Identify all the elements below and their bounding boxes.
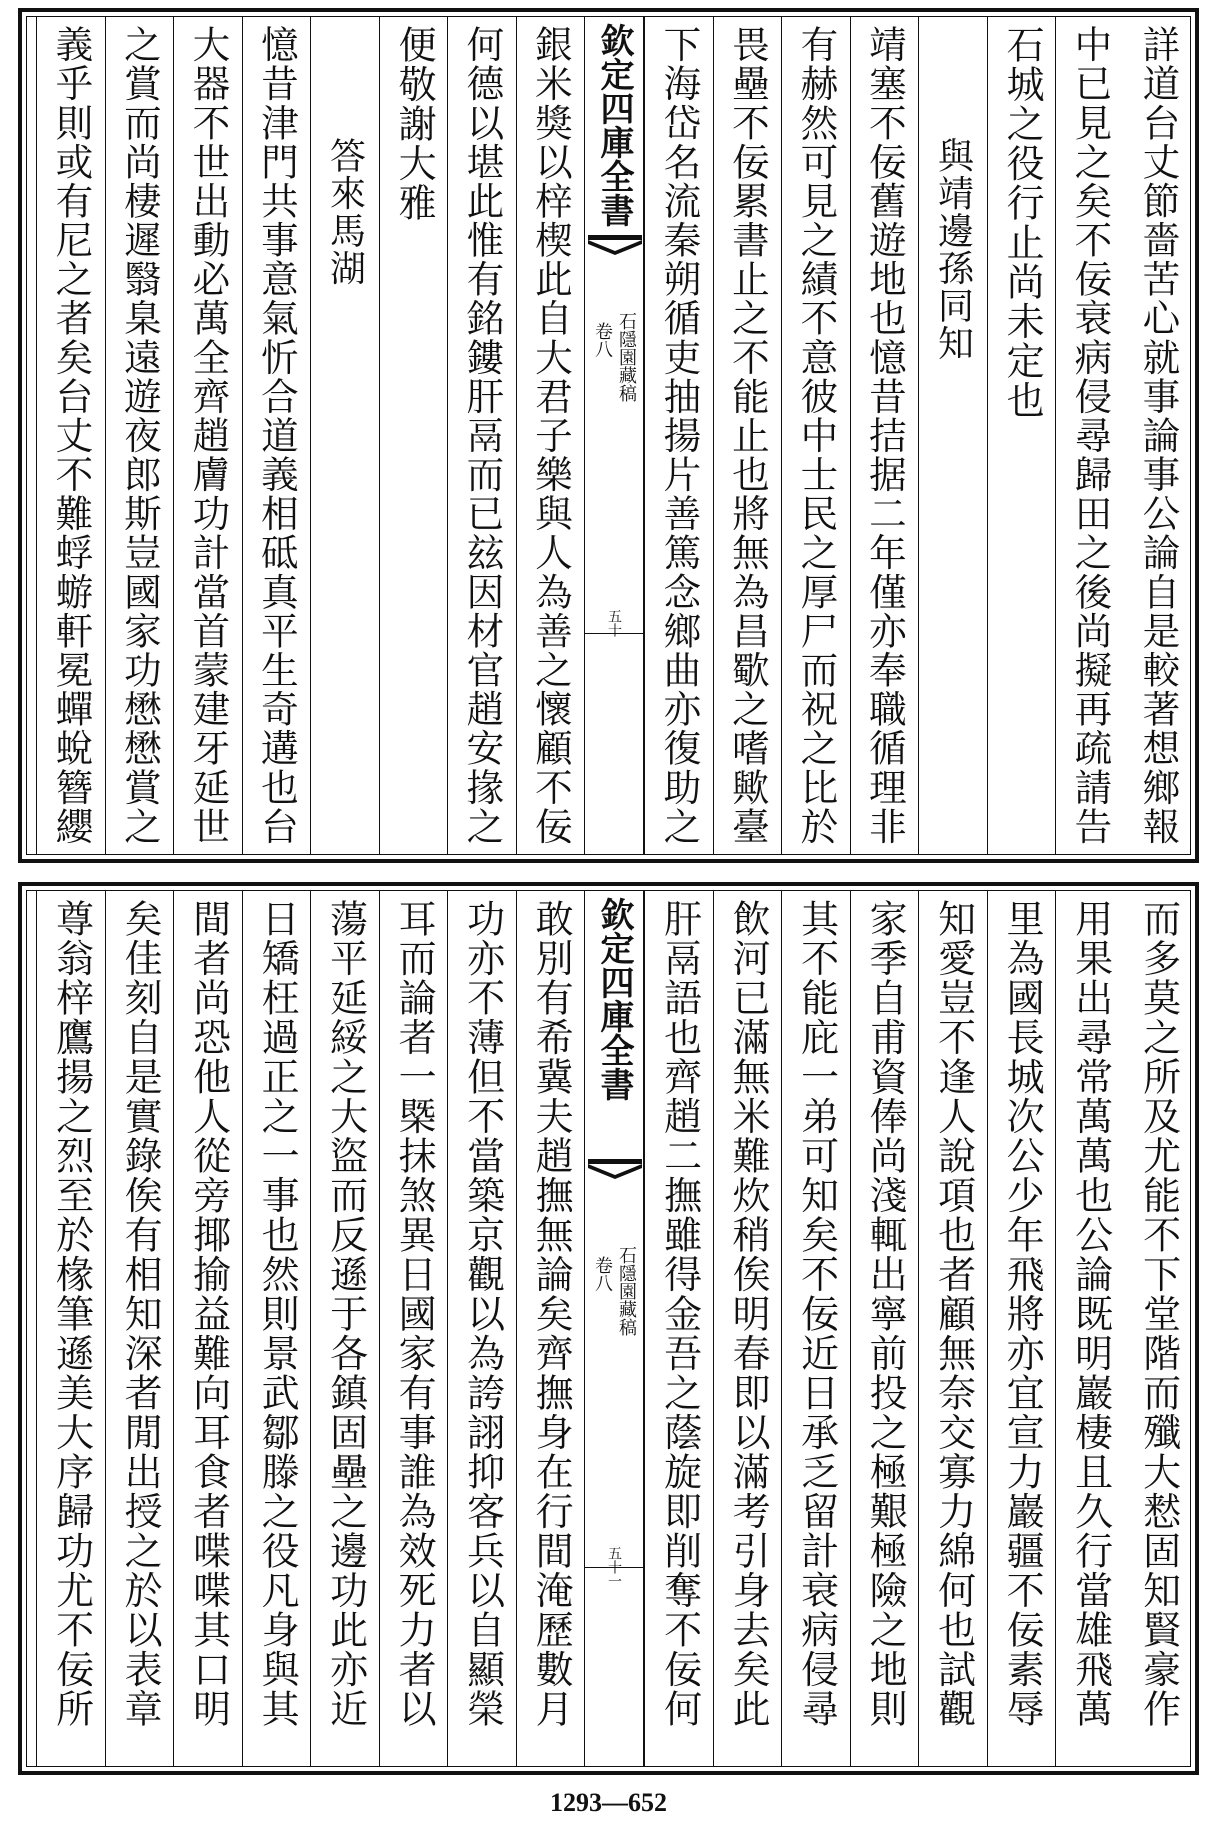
source-title: 石隱園藏稿 bbox=[616, 312, 637, 402]
center-rule bbox=[585, 633, 643, 634]
text-column bbox=[1055, 891, 1124, 1766]
column-text: 其不能庇一弟可知矣不佞近日承乏留計衰病侵尋 bbox=[794, 899, 839, 1729]
column-text: 尊翁梓鷹揚之烈至於椽筆遜美大序歸功尤不佞所 bbox=[49, 899, 94, 1729]
text-column bbox=[1124, 891, 1193, 1766]
column-text: 日矯枉過正之一事也然則景武鄒滕之役凡身與其 bbox=[255, 899, 300, 1729]
text-column bbox=[781, 891, 850, 1766]
text-column bbox=[105, 17, 174, 854]
text-column bbox=[644, 891, 713, 1766]
center-column bbox=[584, 891, 644, 1766]
text-column bbox=[447, 891, 516, 1766]
text-column bbox=[379, 17, 448, 854]
collection-title: 欽定四庫全書 bbox=[594, 897, 634, 1101]
column-text: 詳道台丈節嗇苦心就事論事公論自是較著想鄉報 bbox=[1136, 25, 1181, 846]
column-text: 家季自甫資俸尚淺輒出寧前投之極艱極險之地則 bbox=[863, 899, 908, 1729]
column-text: 何德以堪此惟有銘鏤肝鬲而已玆因材官趙安掾之 bbox=[460, 25, 505, 846]
text-column bbox=[242, 891, 311, 1766]
column-text: 知愛豈不逢人說項也者顧無奈交寡力綿何也試觀 bbox=[931, 899, 976, 1729]
text-column bbox=[242, 17, 311, 854]
text-column bbox=[105, 891, 174, 1766]
volume-label: 卷八 bbox=[592, 322, 613, 358]
column-text: 蕩平延綏之大盜而反遜于各鎮固壘之邊功此亦近 bbox=[323, 899, 368, 1729]
column-text: 間者尚恐他人從旁揶揄益難向耳食者喋喋其口明 bbox=[186, 899, 231, 1729]
column-text: 飲河已滿無米難炊稍俟明春即以滿考引身去矣此 bbox=[726, 899, 771, 1729]
column-text: 敢別有希冀夫趙撫無論矣齊撫身在行間淹歷數月 bbox=[529, 899, 574, 1729]
fishtail-mark-icon bbox=[588, 235, 642, 255]
text-column bbox=[1124, 17, 1193, 854]
column-text: 憶昔津門共事意氣忻合道義相砥真平生奇遘也台 bbox=[254, 25, 299, 846]
column-text: 便敬謝大雅 bbox=[392, 25, 437, 223]
text-column bbox=[36, 17, 105, 854]
leaf-number: 五十 bbox=[606, 609, 622, 637]
text-column bbox=[850, 891, 919, 1766]
bottom-page bbox=[18, 882, 1199, 1775]
text-column bbox=[1055, 17, 1124, 854]
center-rule bbox=[585, 1567, 643, 1568]
text-column bbox=[36, 891, 105, 1766]
text-column bbox=[516, 891, 585, 1766]
text-column bbox=[173, 891, 242, 1766]
text-column bbox=[713, 891, 782, 1766]
column-text: 肝鬲語也齊趙二撫雖得金吾之蔭旋即削奪不佞何 bbox=[657, 899, 702, 1729]
column-text: 中已見之矣不佞衰病侵尋歸田之後尚擬再疏請告 bbox=[1068, 25, 1113, 846]
text-column bbox=[918, 17, 987, 854]
text-column bbox=[310, 17, 379, 854]
text-column bbox=[447, 17, 516, 854]
text-column bbox=[713, 17, 782, 854]
column-text: 有赫然可見之績不意彼中士民之厚尸而祝之比於 bbox=[794, 25, 839, 846]
text-column bbox=[850, 17, 919, 854]
column-text: 石城之役行止尚未定也 bbox=[1000, 25, 1045, 420]
text-column bbox=[173, 17, 242, 854]
page-number-footer: 1293—652 bbox=[550, 1788, 667, 1817]
text-column bbox=[781, 17, 850, 854]
leaf-number: 五十一 bbox=[606, 1546, 622, 1588]
text-column bbox=[379, 891, 448, 1766]
volume-label: 卷八 bbox=[592, 1256, 613, 1292]
column-text: 用果出尋常萬萬也公論既明巖棲且久行當雄飛萬 bbox=[1068, 899, 1113, 1729]
column-text: 耳而論者一槩抹煞異日國家有事誰為效死力者以 bbox=[392, 899, 437, 1729]
top-page bbox=[18, 8, 1199, 863]
column-text: 銀米獎以梓楔此自大君子樂與人為善之懷顧不佞 bbox=[528, 25, 573, 846]
column-text: 功亦不薄但不當築京觀以為誇詡抑客兵以自顯榮 bbox=[460, 899, 505, 1729]
column-text: 畏壘不佞累書止之不能止也將無為昌歜之嗜歟臺 bbox=[725, 25, 770, 846]
center-column bbox=[584, 17, 644, 854]
text-column bbox=[987, 891, 1056, 1766]
text-column bbox=[644, 17, 713, 854]
text-column bbox=[918, 891, 987, 1766]
column-text: 而多莫之所及尤能不下堂階而殲大慭固知賢豪作 bbox=[1136, 899, 1181, 1729]
source-title: 石隱園藏稿 bbox=[616, 1246, 637, 1336]
column-text: 之賞而尚棲遲翳臬遠遊夜郎斯豈國家功懋懋賞之 bbox=[117, 25, 162, 846]
fishtail-mark-icon bbox=[588, 1159, 642, 1179]
column-text: 答來馬湖 bbox=[324, 137, 366, 287]
bottom-page-frame bbox=[26, 890, 1191, 1767]
column-text: 義乎則或有尼之者矣台丈不難蜉蝣軒冕蟬蛻簪纓 bbox=[49, 25, 94, 846]
text-column bbox=[987, 17, 1056, 854]
top-page-frame bbox=[26, 16, 1191, 855]
column-text: 下海岱名流秦朔循吏抽揚片善篤念鄉曲亦復助之 bbox=[657, 25, 702, 846]
collection-title: 欽定四庫全書 bbox=[594, 23, 634, 227]
column-text: 大器不世出動必萬全齊趙膚功計當首蒙建牙延世 bbox=[186, 25, 231, 846]
column-text: 與靖邊孫同知 bbox=[932, 137, 974, 362]
column-text: 矣佳刻自是實錄俟有相知深者閒出授之於以表章 bbox=[118, 899, 163, 1729]
column-text: 靖塞不佞舊遊地也憶昔拮据二年僅亦奉職循理非 bbox=[862, 25, 907, 846]
text-column bbox=[516, 17, 585, 854]
text-column bbox=[310, 891, 379, 1766]
column-text: 里為國長城次公少年飛將亦宜宣力巖疆不佞素辱 bbox=[1000, 899, 1045, 1729]
